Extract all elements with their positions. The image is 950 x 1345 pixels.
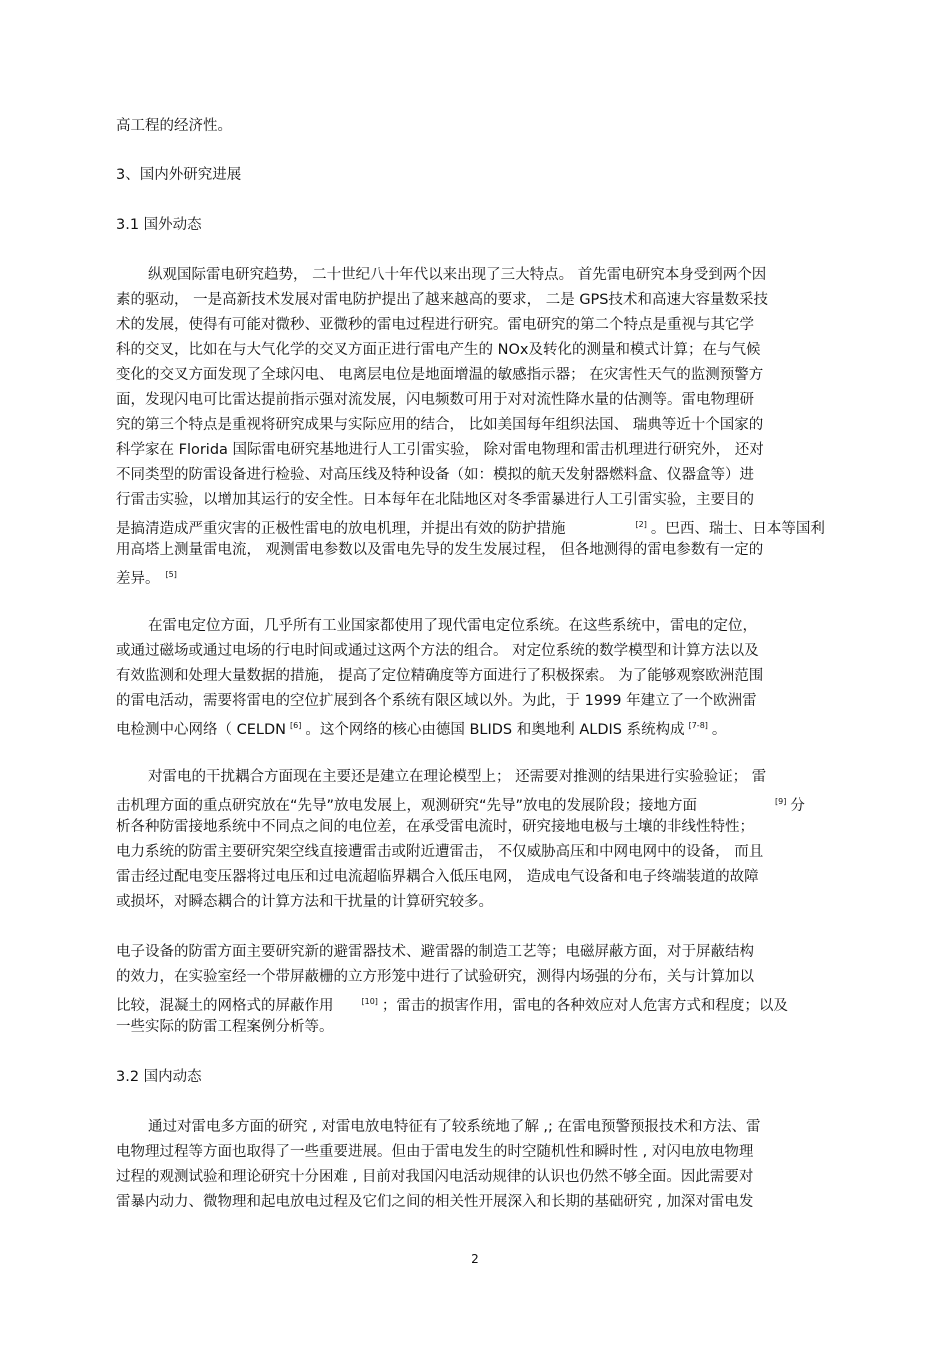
text-segment: 差异。 — [116, 571, 160, 587]
text-line: 雷击经过配电变压器将过电压和过电流超临界耦合入低压电网， 造成电气设备和电子终端装道的故障 — [116, 869, 759, 885]
subsection-heading-3-2: 3.2 国内动态 — [116, 1069, 202, 1085]
text-line: 或损坏，对瞬态耦合的计算方法和干扰量的计算研究较多。 — [116, 894, 493, 910]
text-segment: 击机理方面的重点研究放在“先导”放电发展上，观测研究“先导”放电的发展阶段；接地方面 — [116, 798, 698, 814]
citation-ref: [10] — [361, 997, 378, 1006]
text-line: 电力系统的防雷主要研究架空线直接遭雷击或附近遭雷击， 不仅威胁高压和中网电网中的设备， 而且 — [116, 844, 764, 860]
text-line: 术的发展，使得有可能对微秒、亚微秒的雷电过程进行研究。雷电研究的第二个特点是重视与其它学 — [116, 317, 754, 333]
subsection-heading-3-1: 3.1 国外动态 — [116, 217, 202, 233]
text-line: 电子设备的防雷方面主要研究新的避雷器技术、避雷器的制造工艺等；电磁屏蔽方面，对于屏蔽结构 — [116, 944, 754, 960]
text-line — [116, 515, 825, 535]
text-segment: 分 — [790, 798, 805, 814]
text-line: 的效力，在实验室经一个带屏蔽栅的立方形笼中进行了试验研究，测得内场强的分布，关与计算加以 — [116, 969, 754, 985]
text-line — [116, 792, 805, 812]
text-line: 有效监测和处理大量数据的措施， 提高了定位精确度等方面进行了积极探索。 为了能够观察欧洲范围 — [116, 668, 764, 684]
text-line: 的雷电活动，需要将雷电的空位扩展到各个系统有限区域以外。为此，于 1999 年建立了一个欧洲雷 — [116, 693, 757, 709]
text-line: 面，发现闪电可比雷达提前指示强对流发展，闪电频数可用于对对流性降水量的估测等。雷电物理研 — [116, 392, 754, 408]
text-line: 素的驱动， 一是高新技术发展对雷电防护提出了越来越高的要求， 二是 GPS技术和高速大容量数采技 — [116, 292, 769, 308]
text-line: 雷暴内动力、微物理和起电放电过程及它们之间的相关性开展深入和长期的基础研究 , 加深对雷电发 — [116, 1194, 754, 1210]
text-line: 不同类型的防雷设备进行检验、对高压线及特种设备（如：模拟的航天发射器燃料盒、仪器盒等）进 — [116, 467, 754, 483]
text-line: 在雷电定位方面，几乎所有工业国家都使用了现代雷电定位系统。在这些系统中，雷电的定位， — [148, 618, 757, 634]
text-line — [116, 992, 788, 1012]
text-line: 对雷电的干扰耦合方面现在主要还是建立在理论模型上； 还需要对推测的结果进行实验验证； 雷 — [148, 769, 767, 785]
text-line: 科学家在 Florida 国际雷电研究基地进行人工引雷实验， 除对雷电物理和雷击机理进行研究外， 还对 — [116, 442, 764, 458]
text-line — [116, 565, 181, 585]
text-line: 或通过磁场或通过电场的行电时间或通过这两个方法的组合。 对定位系统的数学模型和计算方法以及 — [116, 643, 759, 659]
page-number: 2 — [471, 1252, 479, 1266]
text-line: 通过对雷电多方面的研究 , 对雷电放电特征有了较系统地了解 ,; 在雷电预警预报技术和方法、雷 — [148, 1119, 761, 1135]
text-segment: ；雷击的损害作用，雷电的各种效应对人危害方式和程度；以及 — [381, 998, 788, 1014]
text-line: 电物理过程等方面也取得了一些重要进展。但由于雷电发生的时空随机性和瞬时性 , 对闪电放电物理 — [116, 1144, 754, 1160]
text-line: 一些实际的防雷工程案例分析等。 — [116, 1019, 334, 1035]
citation-ref: [6] — [290, 721, 302, 730]
citation-ref: [2] — [635, 520, 647, 529]
text-segment: 电检测中心网络（ CELDN — [116, 722, 286, 738]
text-segment: 。这个网络的核心由德国 BLIDS 和奥地利 ALDIS 系统构成 — [305, 722, 685, 738]
text-line: 析各种防雷接地系统中不同点之间的电位差，在承受雷电流时，研究接地电极与土壤的非线性特性； — [116, 819, 754, 835]
citation-ref: [9] — [775, 797, 787, 806]
text-line: 行雷击实验，以增加其运行的安全性。日本每年在北陆地区对冬季雷暴进行人工引雷实验，主要目的 — [116, 492, 754, 508]
text-segment: 比较，混凝土的网格式的屏蔽作用 — [116, 998, 334, 1014]
text-segment: 。 — [711, 722, 727, 738]
text-line: 高工程的经济性。 — [116, 118, 232, 134]
text-line: 过程的观测试验和理论研究十分困难 , 目前对我国闪电活动规律的认识也仍然不够全面。因此需要对 — [116, 1169, 754, 1185]
text-line — [116, 716, 726, 736]
text-line: 纵观国际雷电研究趋势， 二十世纪八十年代以来出现了三大特点。 首先雷电研究本身受到两个因 — [148, 267, 767, 283]
text-line: 用高塔上测量雷电流， 观测雷电参数以及雷电先导的发生发展过程， 但各地测得的雷电参数有一定的 — [116, 542, 764, 558]
text-segment: 。巴西、瑞士、日本等国利 — [650, 521, 825, 537]
text-line: 变化的交叉方面发现了全球闪电、 电离层电位是地面增温的敏感指示器； 在灾害性天气的监测预警方 — [116, 367, 764, 383]
citation-ref: [7-8] — [688, 721, 708, 730]
text-line: 科的交叉，比如在与大气化学的交叉方面正进行雷电产生的 NOx及转化的测量和模式计算；在与气候 — [116, 342, 761, 358]
text-line: 究的第三个特点是重视将研究成果与实际应用的结合， 比如美国每年组织法国、 瑞典等近十个国家的 — [116, 417, 764, 433]
section-heading-3: 3、国内外研究进展 — [116, 167, 242, 183]
text-segment: 是搞清造成严重灾害的正极性雷电的放电机理，并提出有效的防护措施 — [116, 521, 566, 537]
citation-ref: [5] — [165, 570, 177, 579]
